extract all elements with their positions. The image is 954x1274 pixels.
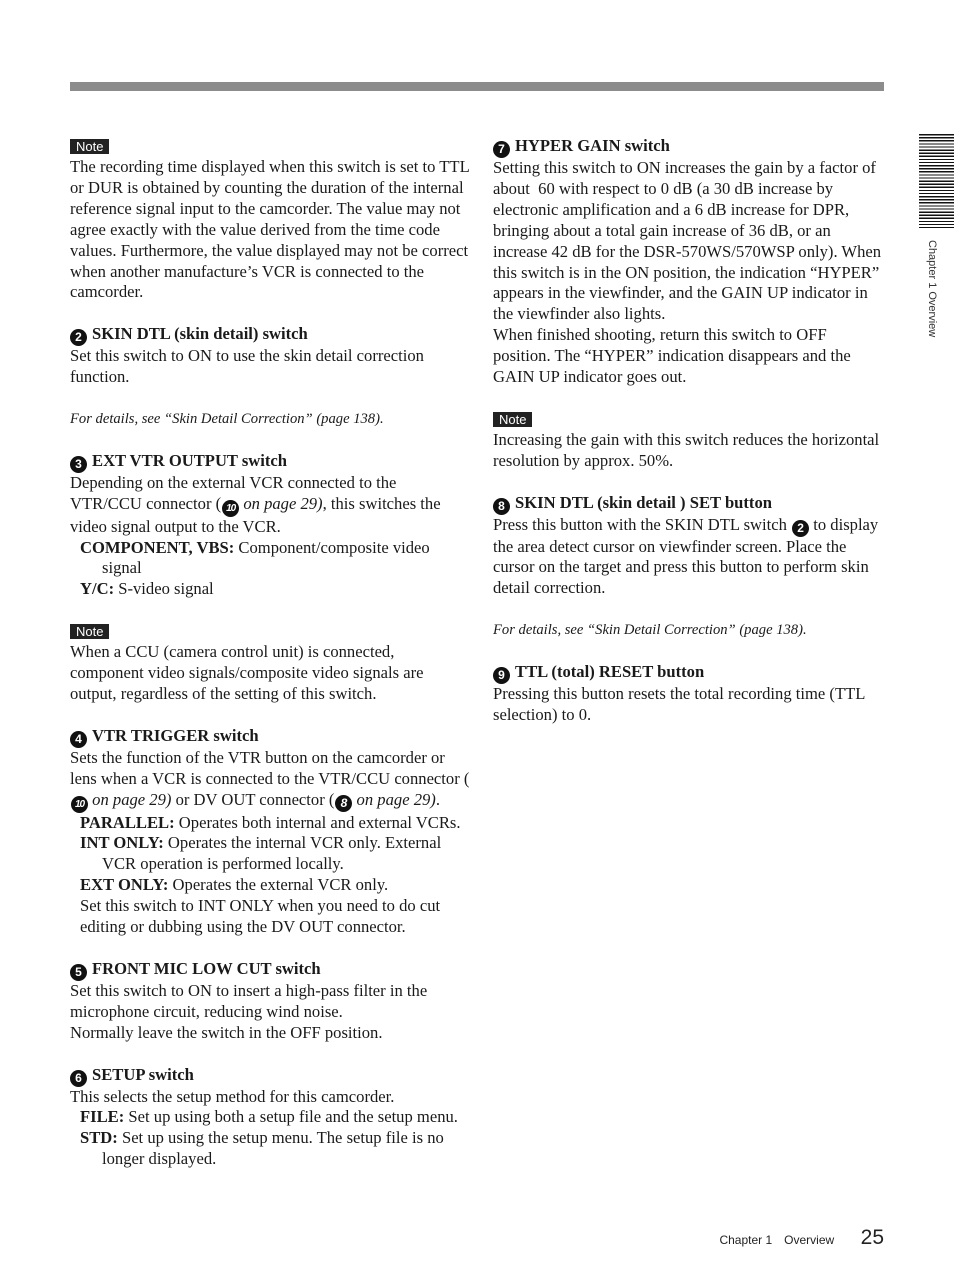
number-10-icon: 10 xyxy=(222,500,239,517)
option-item: FILE: Set up using both a setup file and the setup menu. xyxy=(80,1107,458,1127)
section-heading: 5 FRONT MIC LOW CUT switch xyxy=(70,959,470,981)
section-body-2: When finished shooting, return this switch to OFF position. The “HYPER” indication disappears and the GAIN UP indicator goes out. xyxy=(493,325,851,387)
number-4-icon: 4 xyxy=(70,731,87,748)
header-rule xyxy=(70,82,884,91)
section-heading: 6 SETUP switch xyxy=(70,1065,470,1087)
note-text: Increasing the gain with this switch reduces the horizontal resolution by approx. 50%. xyxy=(493,429,880,470)
left-column xyxy=(70,136,470,1170)
section-body: Set this switch to ON to insert a high-pass filter in the microphone circuit, reducing wind noise. xyxy=(70,980,428,1021)
section-heading: 8 SKIN DTL (skin detail ) SET button xyxy=(493,493,885,515)
section-front-mic-low-cut-switch xyxy=(70,959,470,1044)
option-item: PARALLEL: Operates both internal and external VCRs. xyxy=(80,812,461,832)
number-10-icon: 10 xyxy=(71,796,88,813)
cross-reference: For details, see “Skin Detail Correction” (page 138). xyxy=(70,410,384,427)
section-heading: 2 SKIN DTL (skin detail) switch xyxy=(70,324,470,346)
chapter-tab-label: Chapter 1 Overview xyxy=(926,240,938,338)
section-body: Setting this switch to ON increases the gain by a factor of about 60 with respect to 0 dB (a 30 dB increase by electronic amplification and a 6 dB increase for DPR, bringing about a total gain increase of 36 dB, or an increase 42 dB for the DSR-570WS/570WSP only). When this switch is in the ON position, the indication “HYPER” appears in the viewfinder, and the GAIN UP indicator in the viewfinder also lights. xyxy=(493,158,882,324)
footer-chapter: Chapter 1 Overview xyxy=(719,1233,835,1247)
number-5-icon: 5 xyxy=(70,964,87,981)
note-text: The recording time displayed when this switch is set to TTL or DUR is obtained by counting the duration of the internal reference signal input to the camcorder. The value may not agree exactly with the value derived from the time code values. Furthermore, the value displayed may not be correct when another manufacture’s VCR is connected to the camcorder. xyxy=(70,157,470,302)
note-label: Note xyxy=(493,412,532,427)
page-number: 25 xyxy=(860,1226,884,1249)
section-body: This selects the setup method for this camcorder. xyxy=(70,1086,395,1106)
section-ext-vtr-output-switch xyxy=(70,451,470,705)
section-body: Depending on the external VCR connected to the VTR/CCU connector ( 10 on page 29), this switches the video signal output to the VCR. xyxy=(70,472,441,536)
section-heading: 3 EXT VTR OUTPUT switch xyxy=(70,451,470,473)
section-skin-dtl-set-button xyxy=(493,493,885,642)
chapter-tab-marker xyxy=(919,134,954,228)
number-6-icon: 6 xyxy=(70,1070,87,1087)
right-column xyxy=(493,136,885,726)
number-7-icon: 7 xyxy=(493,141,510,158)
option-item: STD: Set up using the setup menu. The setup file is no longer displayed. xyxy=(80,1128,444,1169)
cross-reference: For details, see “Skin Detail Correction” (page 138). xyxy=(493,622,807,639)
number-2-icon: 2 xyxy=(792,520,809,537)
option-item: COMPONENT, VBS: Component/composite video signal xyxy=(80,537,430,578)
option-item: INT ONLY: Operates the internal VCR only. External VCR operation is performed locally. xyxy=(80,833,442,874)
number-8-icon: 8 xyxy=(493,498,510,515)
number-9-icon: 9 xyxy=(493,667,510,684)
note-block-1 xyxy=(70,136,470,303)
option-item: Y/C: S-video signal xyxy=(80,579,214,599)
page-footer xyxy=(719,1226,884,1250)
number-3-icon: 3 xyxy=(70,456,87,473)
note-label: Note xyxy=(70,624,109,639)
section-hyper-gain-switch xyxy=(493,136,885,472)
option-item: EXT ONLY: Operates the external VCR only. xyxy=(80,875,389,895)
section-heading: 7 HYPER GAIN switch xyxy=(493,136,885,158)
section-extra: Set this switch to INT ONLY when you need to do cut editing or dubbing using the DV OUT connector. xyxy=(80,896,441,937)
section-body: Set this switch to ON to use the skin detail correction function. xyxy=(70,346,424,387)
number-2-icon: 2 xyxy=(70,329,87,346)
number-8-icon: 8 xyxy=(335,795,352,812)
section-ttl-reset-button xyxy=(493,662,885,726)
section-heading: 9 TTL (total) RESET button xyxy=(493,662,885,684)
section-body: Pressing this button resets the total recording time (TTL selection) to 0. xyxy=(493,683,865,724)
section-body: Press this button with the SKIN DTL switch 2 to display the area detect cursor on viewfinder screen. Place the cursor on the target and press this button to perform skin detail correction. xyxy=(493,514,879,598)
section-body-2: Normally leave the switch in the OFF position. xyxy=(70,1022,383,1042)
section-body: Sets the function of the VTR button on the camcorder or lens when a VCR is connected to the VTR/CCU connector (10 on page 29) or DV OUT connector ( 8 on page 29). xyxy=(70,748,470,813)
section-setup-switch xyxy=(70,1065,470,1171)
section-vtr-trigger-switch xyxy=(70,726,470,938)
note-text: When a CCU (camera control unit) is connected, component video signals/composite video signals are output, regardless of the setting of this switch. xyxy=(70,642,424,703)
section-skin-dtl-switch xyxy=(70,324,470,430)
section-heading: 4 VTR TRIGGER switch xyxy=(70,726,470,748)
note-label: Note xyxy=(70,139,109,154)
